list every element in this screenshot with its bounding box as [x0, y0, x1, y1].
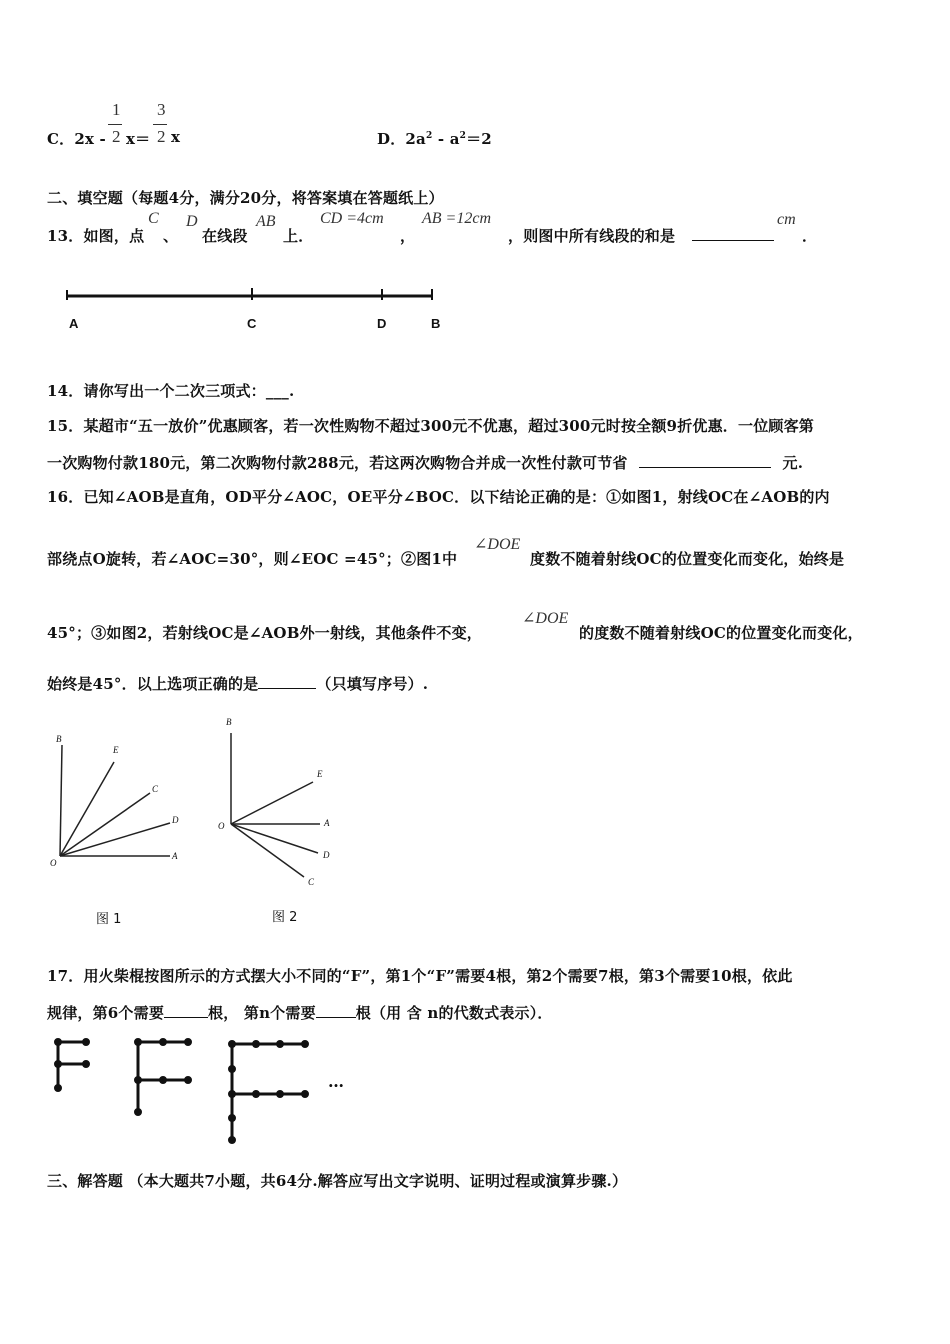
q13-segment-ab: AB	[256, 213, 276, 230]
f-figure-1	[56, 1040, 89, 1091]
option-c-tail: x	[171, 128, 181, 146]
fig2-label-c: C	[308, 877, 315, 887]
question-16-line-3b: 的度数不随着射线OC的位置变化而变化，	[579, 624, 863, 642]
q13-ab-length: AB =12cm	[422, 210, 491, 227]
question-16-line-2a: 部绕点O旋转，若∠AOC=30°，则∠EOC =45°；②图1中	[47, 550, 458, 568]
fig2-label-e: E	[317, 769, 323, 779]
fig1-label-d: D	[172, 815, 179, 825]
question-17-line-2c: 根（用 含 n的代数式表示）．	[355, 1004, 553, 1022]
section-3-title: 三、解答题 （本大题共7小题，共64分.解答应写出文字说明、证明过程或演算步骤.）	[47, 1172, 628, 1190]
fig1-caption: 图 1	[96, 912, 122, 927]
f-figure-2	[136, 1040, 191, 1115]
question-15-line-2-text: 一次购物付款180元，第二次购物付款288元，若这两次购物合并成一次性付款可节省	[47, 454, 628, 472]
option-d-exponent-1: 2	[425, 131, 433, 141]
option-d-tail: ＝2	[466, 130, 492, 148]
fig1-label-e: E	[113, 745, 119, 755]
point-label-d: D	[377, 316, 387, 331]
option-c-label: C．2x -	[47, 130, 106, 148]
q13-unit: cm	[777, 211, 796, 228]
q13-end: ．	[802, 227, 818, 245]
section-2-title: 二、填空题（每题4分，满分20分，将答案填在答题纸上）	[47, 189, 444, 207]
question-16-line-3a: 45°；③如图2，若射线OC是∠AOB外一射线，其他条件不变，	[47, 624, 482, 642]
point-label-a: A	[69, 316, 79, 331]
fig2-label-a: A	[324, 818, 330, 828]
fig2-caption: 图 2	[272, 910, 298, 925]
q13-point-c: C	[148, 210, 159, 227]
option-c-middle: x＝	[126, 130, 151, 148]
question-16-line-1: 16．已知∠AOB是直角，OD平分∠AOC，OE平分∠BOC．以下结论正确的是：①如图1，射线OC在∠AOB的内	[47, 488, 830, 506]
option-d-exponent-2: 2	[459, 131, 467, 141]
fig1-label-a: A	[172, 851, 178, 861]
fraction-1-denominator: 2	[112, 127, 121, 146]
fig1-label-c: C	[152, 784, 159, 794]
fig1-label-b: B	[56, 734, 62, 744]
q13-prefix: 13．如图，点	[47, 227, 145, 245]
fig1-label-o: O	[50, 858, 57, 868]
point-label-b: B	[431, 316, 441, 331]
option-d-middle: - a	[432, 130, 460, 148]
ellipsis: …	[328, 1072, 345, 1091]
q13-on: 上．	[283, 227, 314, 245]
q13-separator: 、	[163, 227, 179, 245]
question-14: 14．请你写出一个二次三项式：___.	[47, 382, 295, 400]
f-figure-3	[230, 1042, 308, 1143]
fig2-label-b: B	[226, 717, 232, 727]
q13-mid: 在线段	[202, 227, 248, 245]
q13-cd-length: CD =4cm	[320, 210, 384, 227]
q13-point-d: D	[186, 213, 198, 230]
fig2-label-d: D	[323, 850, 330, 860]
question-16-line-4a: 始终是45°．以上选项正确的是	[47, 675, 259, 693]
question-15-line-1: 15．某超市“五一放价”优惠顾客，若一次性购物不超过300元不优惠，超过300元时按全额9折优惠．一位顾客第	[47, 417, 814, 435]
question-16-line-2b: 度数不随着射线OC的位置变化而变化，始终是	[530, 550, 845, 568]
question-17-line-2a: 规律，第6个需要	[47, 1004, 165, 1022]
fraction-1-numerator: 1	[112, 100, 121, 119]
question-17-line-2b: 根， 第n个需要	[208, 1004, 316, 1022]
option-d-label: D．2a	[377, 130, 426, 148]
point-label-c: C	[247, 316, 257, 331]
doe-angle-2: ∠DOE	[522, 610, 569, 627]
fraction-2-numerator: 3	[157, 100, 166, 119]
fraction-2-denominator: 2	[157, 127, 166, 146]
q13-tail: ，则图中所有线段的和是	[508, 227, 676, 245]
q13-comma: ，	[400, 227, 416, 245]
question-16-line-4b: （只填写序号）.	[316, 675, 429, 693]
question-17-line-1: 17．用火柴棍按图所示的方式摆大小不同的“F”，第1个“F”需要4根，第2个需要7根，第3个需要10根，依此	[47, 967, 793, 985]
doe-angle-1: ∠DOE	[474, 536, 521, 553]
q15-end: 元.	[782, 454, 804, 472]
fig2-label-o: O	[218, 821, 225, 831]
